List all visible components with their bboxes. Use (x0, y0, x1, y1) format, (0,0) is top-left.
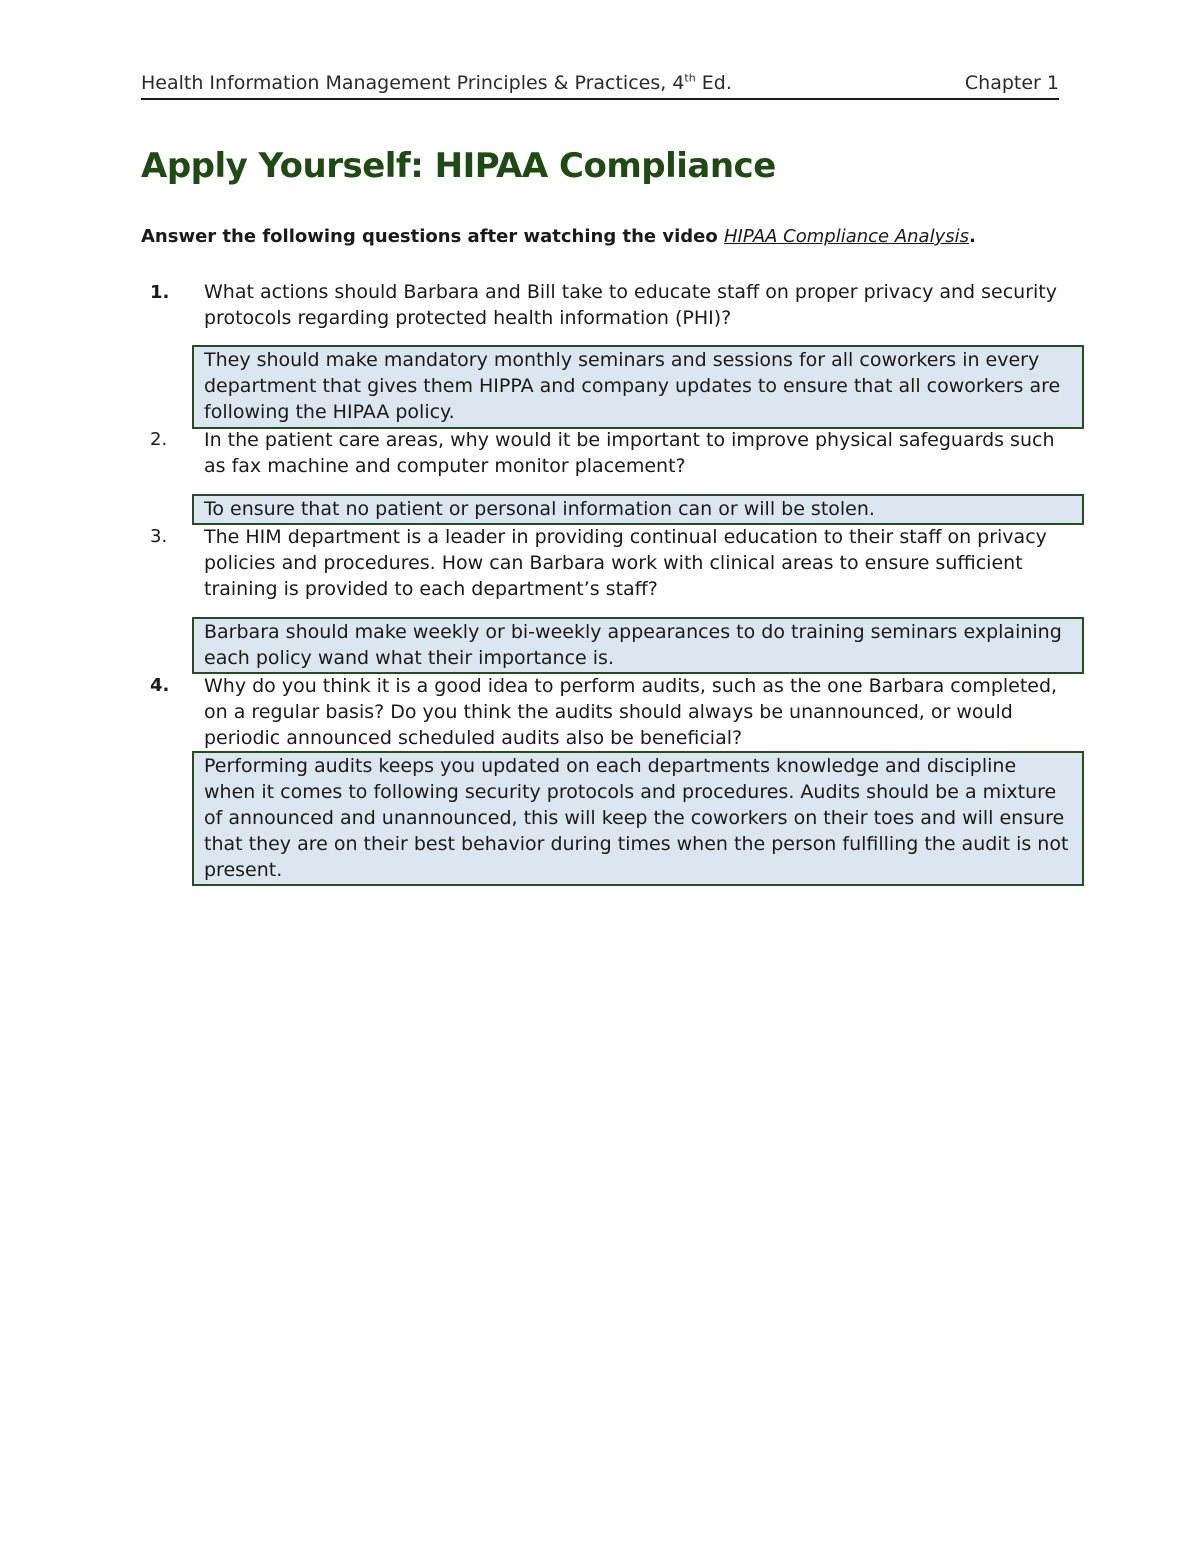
video-title-link[interactable]: HIPAA Compliance Analysis (724, 226, 970, 247)
answer-box[interactable]: To ensure that no patient or personal information can or will be stolen. (192, 494, 1084, 525)
question-number: 2. (150, 429, 168, 450)
chapter-label: Chapter 1 (964, 72, 1059, 94)
question-text: In the patient care areas, why would it be important to improve physical safeguards such as fax machine and computer monitor placement? (204, 429, 1055, 477)
answer-box[interactable]: Barbara should make weekly or bi-weekly appearances to do training seminars explaining each policy wand what their importance is. (192, 617, 1084, 674)
answer-box[interactable]: Performing audits keeps you updated on each departments knowledge and discipline when it comes to following security protocols and procedures. Audits should be a mixture of announced and unannounced, this will keep the coworkers on their toes and will ensure that they are on their best behavior during times when the person fulfilling the audit is not present. (192, 751, 1084, 886)
page-title: Apply Yourself: HIPAA Compliance (141, 146, 776, 186)
edition-superscript: th (684, 71, 696, 85)
question-text: The HIM department is a leader in providing continual education to their staff on privacy policies and procedures. How can Barbara work with clinical areas to ensure sufficient training is provided to each department’s staff? (204, 526, 1047, 600)
question-text: What actions should Barbara and Bill take to educate staff on proper privacy and security protocols regarding protected health information (PHI)? (204, 281, 1057, 329)
question-number: 3. (150, 526, 168, 547)
instructions: Answer the following questions after watching the video HIPAA Compliance Analysis. (141, 226, 976, 247)
question-number: 1. (150, 282, 170, 303)
book-title: Health Information Management Principles & Practices, 4th Ed. (141, 71, 732, 94)
question-text: Why do you think it is a good idea to perform audits, such as the one Barbara completed, on a regular basis? Do you think the audits should always be unannounced, or would periodic announced scheduled audits also be beneficial? (204, 675, 1058, 749)
question-number: 4. (150, 675, 170, 696)
answer-box[interactable]: They should make mandatory monthly seminars and sessions for all coworkers in every department that gives them HIPPA and company updates to ensure that all coworkers are following the HIPAA policy. (192, 345, 1084, 429)
page-header (141, 72, 1059, 100)
